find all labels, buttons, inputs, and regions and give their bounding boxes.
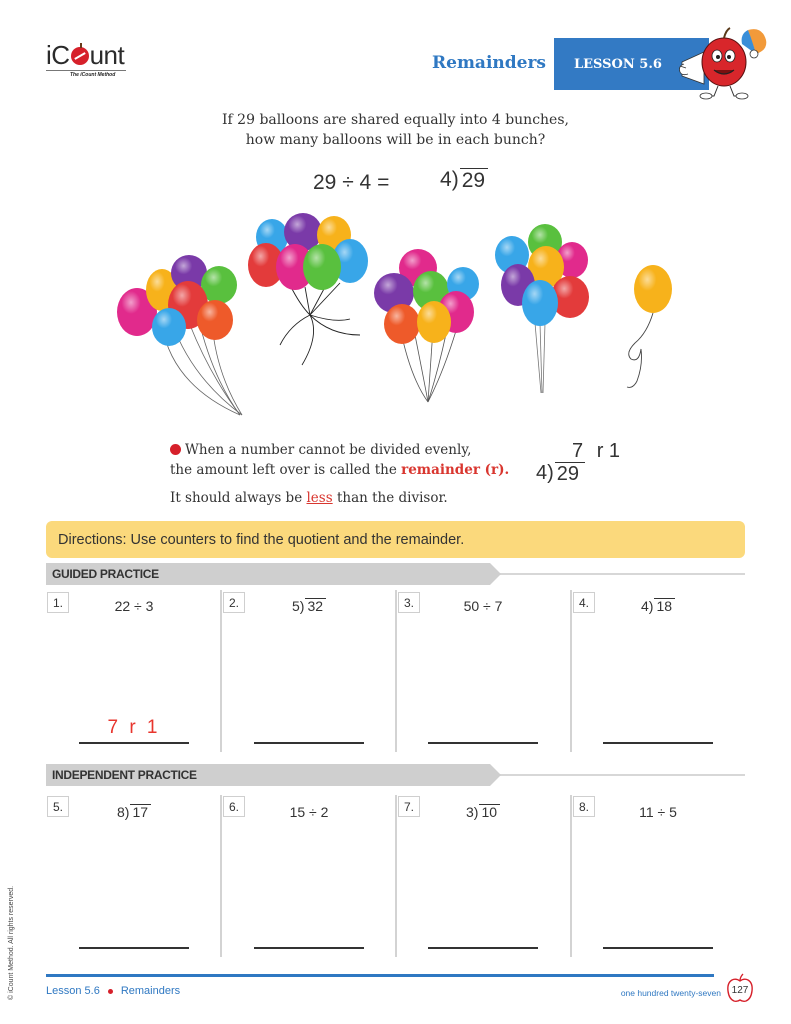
remainder-term: remainder (r)	[401, 462, 505, 478]
example-division-row	[536, 462, 585, 485]
division-bracket: )	[473, 804, 479, 821]
problem-8: 11 ÷ 5	[639, 804, 677, 820]
divisor: 4	[640, 598, 649, 615]
cell-divider	[220, 590, 222, 752]
page-title: Remainders	[432, 53, 546, 73]
problem-number: 2.	[223, 592, 245, 613]
answer-3-line[interactable]	[428, 742, 538, 744]
logo-rule	[46, 70, 126, 71]
division-bracket: )	[648, 598, 654, 615]
page-words: one hundred twenty-seven	[620, 988, 721, 998]
question-line-1: If 29 balloons are shared equally into 4 bunches,	[222, 112, 569, 128]
division-bracket: )	[451, 168, 459, 192]
problem-5	[79, 804, 189, 820]
divisor: 5	[291, 598, 300, 615]
problem-number: 5.	[47, 796, 69, 817]
problem-4	[603, 598, 713, 614]
copyright-notice: © iCount Method. All rights reserved.	[8, 885, 15, 1000]
answer-1-line[interactable]	[79, 742, 189, 744]
explanation-line-2	[170, 460, 530, 480]
answer-6-line[interactable]	[254, 947, 364, 949]
example-divisor: 4	[536, 462, 548, 484]
division-bracket: )	[547, 462, 554, 484]
example-quotient-row	[536, 440, 620, 462]
divisor: 3	[465, 804, 474, 821]
explanation-line-1	[170, 440, 530, 460]
problem-number: 6.	[223, 796, 245, 817]
example-dividend: 29	[555, 462, 585, 485]
explanation-line-3	[170, 488, 530, 508]
problem-3: 50 ÷ 7	[463, 598, 503, 614]
problem-number: 3.	[398, 592, 420, 613]
section-rule	[490, 774, 745, 776]
answer-4-line[interactable]	[603, 742, 713, 744]
explanation-text-1: When a number cannot be divided evenly,	[185, 442, 472, 458]
apple-mascot-icon	[674, 24, 774, 100]
problem-number: 7.	[398, 796, 420, 817]
example-remainder: r 1	[596, 440, 621, 462]
problem-1: 22 ÷ 3	[114, 598, 154, 614]
bar-arrow	[490, 563, 501, 585]
problem-number: 8.	[573, 796, 595, 817]
explanation-text-3b: than the divisor.	[332, 490, 448, 506]
logo-wordmark	[46, 42, 136, 68]
footer-topic: Remainders	[120, 985, 181, 997]
cell-divider	[395, 590, 397, 752]
answer-1-value[interactable]: 7 r 1	[107, 717, 161, 738]
explanation-text-2: the amount left over is called the	[170, 462, 402, 478]
answer-7-line[interactable]	[428, 947, 538, 949]
lesson-label: LESSON 5.6	[574, 57, 662, 72]
division-bracket: )	[299, 598, 305, 615]
guided-practice-label: GUIDED PRACTICE	[52, 567, 159, 581]
logo-text-left: iC	[46, 40, 70, 70]
independent-practice-label: INDEPENDENT PRACTICE	[52, 768, 197, 782]
equation: 29 ÷ 4 =	[313, 171, 390, 194]
apple-icon	[71, 47, 89, 65]
page-number: 127	[731, 985, 749, 996]
footer-lesson	[46, 985, 180, 997]
remainder-explanation	[170, 440, 530, 508]
apple-dot-icon	[108, 989, 113, 994]
word-problem	[0, 110, 791, 150]
problem-number: 4.	[573, 592, 595, 613]
apple-bullet-icon	[170, 444, 181, 455]
footer-lesson-number: Lesson 5.6	[46, 985, 100, 997]
logo-text-right: unt	[89, 40, 125, 70]
problem-7	[428, 804, 538, 820]
divisor: 8	[116, 804, 125, 821]
footer-rule	[46, 974, 714, 977]
example-quotient: 7	[572, 440, 584, 462]
long-division-intro	[440, 168, 488, 192]
dividend: 10	[479, 804, 500, 820]
balloon-illustration	[100, 205, 700, 425]
cell-divider	[220, 795, 222, 957]
logo-tagline: The iCount Method	[70, 72, 116, 78]
answer-2-line[interactable]	[254, 742, 364, 744]
cell-divider	[570, 795, 572, 957]
dividend: 17	[130, 804, 151, 820]
dividend: 29	[460, 168, 488, 192]
problem-2	[254, 598, 364, 614]
directions-text: Directions: Use counters to find the quotient and the remainder.	[58, 532, 465, 548]
problem-6: 15 ÷ 2	[289, 804, 329, 820]
section-rule	[490, 573, 745, 575]
division-bracket: )	[124, 804, 130, 821]
bar-arrow	[490, 764, 501, 786]
divisor: 4	[440, 168, 452, 192]
problem-number: 1.	[47, 592, 69, 613]
icount-logo	[46, 42, 136, 82]
answer-5-line[interactable]	[79, 947, 189, 949]
answer-8-line[interactable]	[603, 947, 713, 949]
example-long-division	[536, 440, 620, 485]
question-line-2: how many balloons will be in each bunch?	[245, 132, 546, 148]
dividend: 18	[654, 598, 675, 614]
period: .	[504, 462, 510, 478]
explanation-text-3: It should always be	[170, 490, 307, 506]
dividend: 32	[305, 598, 326, 614]
cell-divider	[395, 795, 397, 957]
less-term: less	[306, 490, 333, 506]
cell-divider	[570, 590, 572, 752]
